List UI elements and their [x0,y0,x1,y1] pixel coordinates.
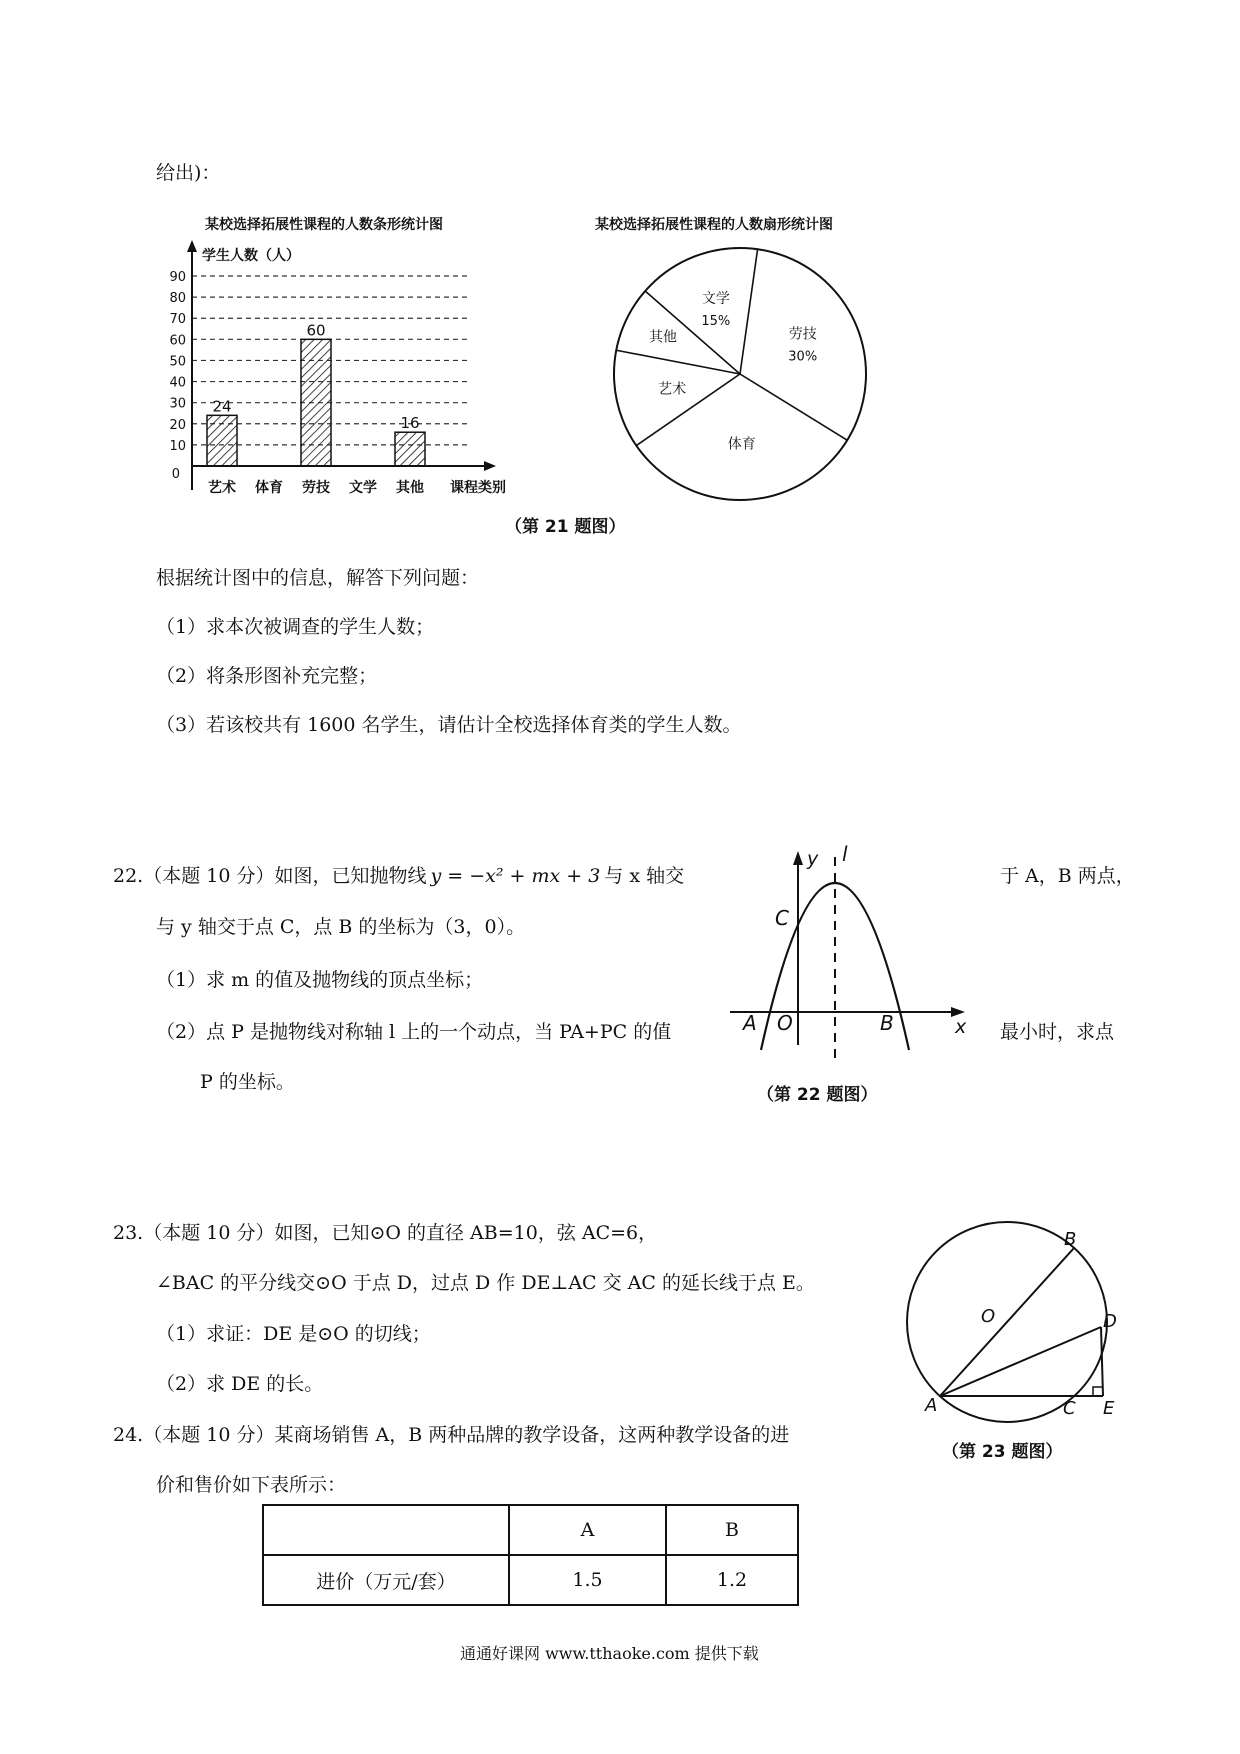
table-row [263,1555,798,1605]
pie-slice-percent: 30% [788,349,818,365]
pie-slice-boundary [616,350,740,374]
q22-item-1: （1）求 m 的值及抛物线的顶点坐标； [156,969,484,991]
y-tick-label: 50 [169,354,186,370]
y-tick-label: 40 [169,375,186,391]
x-tick-label: 艺术 [208,480,236,496]
pie-slice-boundary [740,374,847,440]
pie-slice-label: 劳技 [788,326,817,343]
price-table [262,1504,799,1606]
label-D: D [1103,1311,1117,1332]
x-axis-arrow [484,461,496,471]
table-header-cell: B [666,1505,798,1555]
label-O: O [777,1011,793,1035]
label-A: A [743,1011,757,1035]
table-cell: 进价（万元/套） [263,1555,509,1605]
q21-prompt: 根据统计图中的信息，解答下列问题： [156,567,480,589]
q21-item-3: （3）若该校共有 1600 名学生，请估计全校选择体育类的学生人数。 [156,714,742,736]
label-O: O [981,1306,996,1327]
label-A: A [925,1395,938,1416]
x-tick-label: 其他 [396,480,424,496]
label-B: B [880,1011,894,1035]
figure-21-caption: （第 21 题图） [505,517,626,537]
pie-slice-label: 体育 [727,436,756,453]
q22-line-1 [113,864,684,888]
q22-line-2: 与 y 轴交于点 C，点 B 的坐标为（3，0）。 [156,916,526,938]
label-x: x [955,1016,967,1038]
bar [301,339,331,466]
chord-AD [940,1327,1101,1396]
y-tick-label: 0 [171,467,180,482]
q23-line-1: 23.（本题 10 分）如图，已知⊙O 的直径 AB=10，弦 AC=6， [113,1222,658,1244]
bar [207,415,237,466]
pie-slice-label: 其他 [649,329,678,346]
y-tick-label: 60 [169,333,186,349]
diameter-AB [940,1248,1074,1396]
right-angle-mark [1093,1387,1102,1396]
q22-item-2-end: 最小时，求点 [1000,1021,1115,1043]
x-tick-label: 劳技 [302,480,330,496]
q22-item-2: （2）点 P 是抛物线对称轴 l 上的一个动点，当 PA+PC 的值 [156,1021,672,1043]
bar-chart [150,240,550,510]
circle-figure [895,1215,1140,1435]
pie-slice-percent: 15% [701,314,731,330]
label-l: l [842,845,848,866]
parabola-figure [725,845,985,1065]
label-B: B [1064,1229,1077,1250]
y-axis-label: 学生人数（人） [202,248,300,264]
q24-line-2: 价和售价如下表所示： [156,1474,347,1496]
table-header-row [263,1505,798,1555]
intro-text: 给出)： [156,162,221,184]
x-tick-label: 文学 [349,480,377,496]
bar [395,432,425,466]
pie-slice-boundary [636,374,740,446]
pie-chart-title: 某校选择拓展性课程的人数扇形统计图 [595,217,833,233]
y-tick-label: 10 [169,438,186,454]
q22-item-2-continued: P 的坐标。 [200,1071,295,1093]
q22-equation: y = −x² + mx + 3 [430,865,601,887]
y-tick-label: 30 [169,396,186,412]
q22-intro-mid: 与 x 轴交 [604,865,685,887]
bar-data-label: 16 [400,414,420,433]
x-axis-label: 课程类别 [450,480,506,496]
q22-line-1-end: 于 A，B 两点， [1000,865,1135,887]
pie-slice-label: 艺术 [658,381,687,398]
x-tick-label: 体育 [255,480,283,496]
q21-item-2: （2）将条形图补充完整； [156,665,378,687]
pie-chart [600,240,880,510]
q23-line-2: ∠BAC 的平分线交⊙O 于点 D，过点 D 作 DE⊥AC 交 AC 的延长线于点 E。 [156,1272,815,1294]
footer-text: 通通好课网 www.tthaoke.com 提供下载 [460,1644,759,1663]
q23-item-1: （1）求证：DE 是⊙O 的切线； [156,1323,431,1345]
segment-DE [1101,1327,1103,1396]
q24-line-1: 24.（本题 10 分）某商场销售 A，B 两种品牌的教学设备，这两种教学设备的进 [113,1424,790,1446]
label-y: y [807,848,819,870]
q21-item-1: （1）求本次被调查的学生人数； [156,616,435,638]
table-cell: 1.5 [509,1555,666,1605]
label-E: E [1103,1398,1115,1419]
y-tick-label: 20 [169,417,186,433]
table-header-cell [263,1505,509,1555]
table-header-cell: A [509,1505,666,1555]
y-axis-arrow [187,240,197,252]
y-tick-label: 70 [169,312,186,328]
label-C: C [1063,1398,1076,1419]
pie-slice-label: 文学 [701,291,730,308]
q23-item-2: （2）求 DE 的长。 [156,1373,324,1395]
bar-data-label: 60 [306,321,326,340]
label-C: C [775,906,789,930]
table-cell: 1.2 [666,1555,798,1605]
pie-slice-boundary [740,249,758,374]
bar-data-label: 24 [212,397,232,416]
y-tick-label: 90 [169,270,186,285]
bar-chart-title: 某校选择拓展性课程的人数条形统计图 [205,217,443,233]
q22-intro: 22.（本题 10 分）如图，已知抛物线 [113,865,427,887]
y-tick-label: 80 [169,291,186,307]
y-axis-arrow [793,851,803,865]
figure-23-caption: （第 23 题图） [942,1442,1063,1462]
figure-22-caption: （第 22 题图） [757,1085,878,1105]
